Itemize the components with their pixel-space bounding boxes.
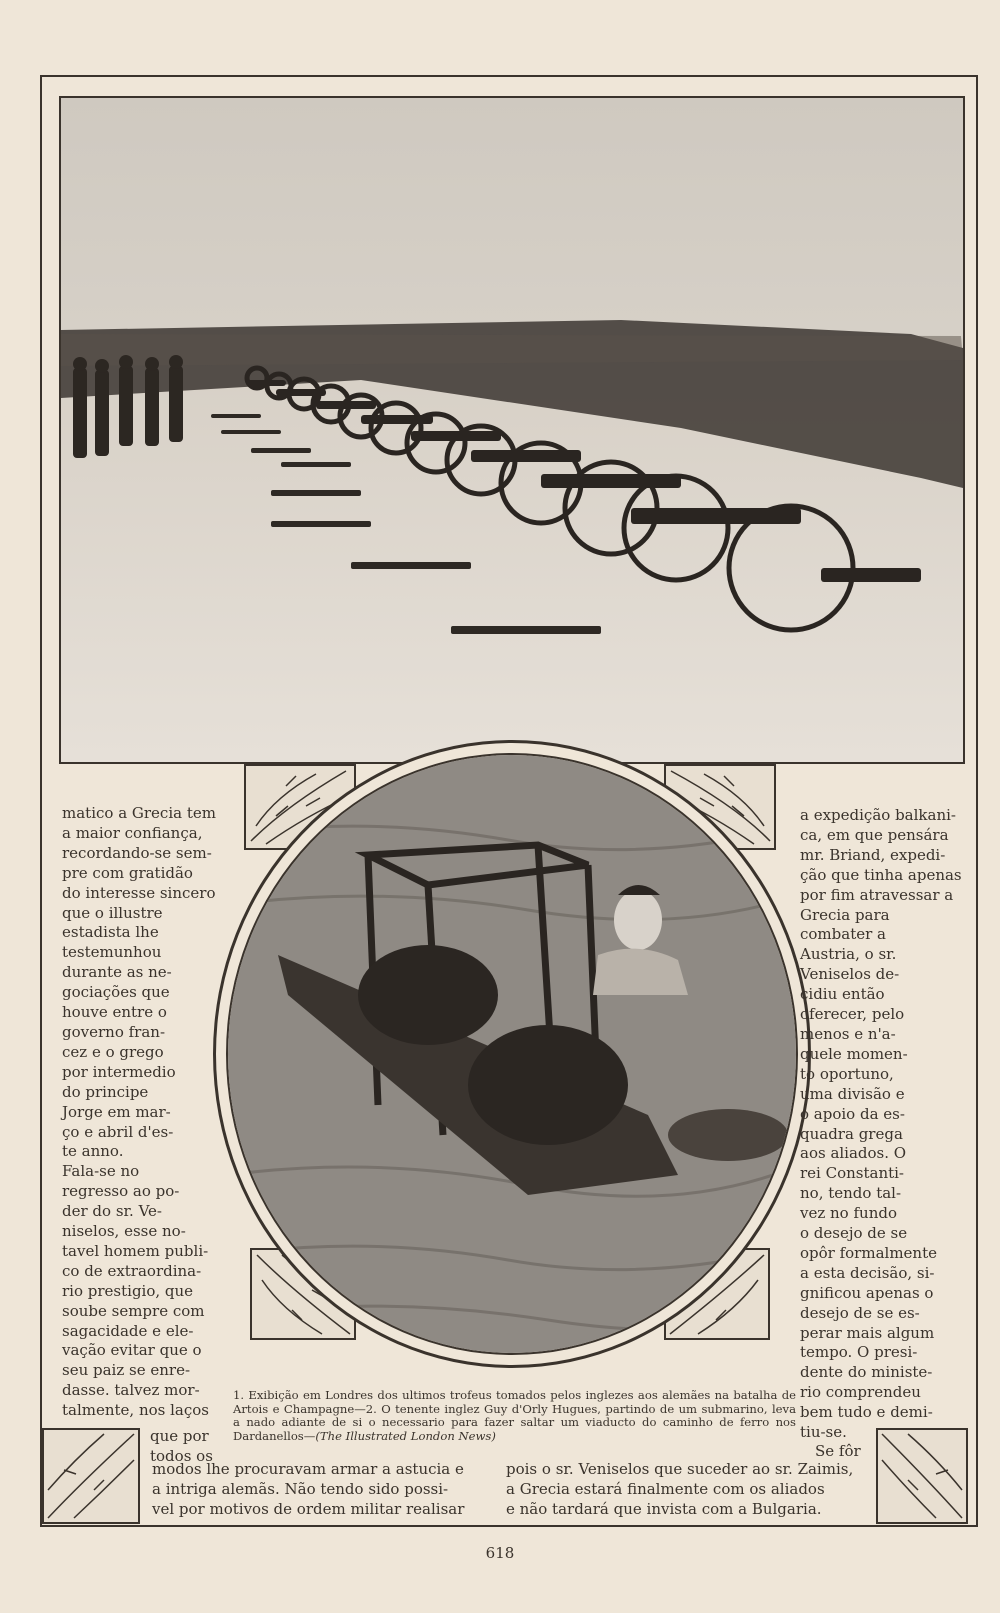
- article-right-column: a expedição balkani- ca, em que pensára mr. Briand, expedi- ção que tinha apenas por fim atravessar a Grecia para combater a Austria, o sr. Veniselos de- cidiu então oferecer, pelo menos e n'a- quele momen- to oportuno, uma divisão e o apoio da es- quadra grega aos aliados. O rei Constanti- no, tendo tal- vez no fundo o desejo de se opôr formalmente a esta decisão, si- gnificou apenas o desejo de se es- perar mais algum tempo. O presi- dente do ministe- rio comprendeu bem tudo e demi- tiu-se.: [800, 806, 962, 1442]
- caption-source: (The Illustrated London News): [315, 1428, 496, 1443]
- photo-caption: [233, 1389, 796, 1443]
- photo-swimmer-raft: [213, 740, 811, 1368]
- article-left-tail: que por todos os: [150, 1427, 213, 1465]
- article-left-column: matico a Grecia tem a maior confiança, recordando-se sem- pre com gratidão do interesse sincero que o illustre estadista lhe testemunhou durante as ne- gociações que houve entre o governo fran- cez e o grego por intermedio do principe Jorge em mar- ço e abril d'es- te anno. Fala-se no regresso ao po- der do sr. Ve- niselos, esse no- tavel homem publi- co de extraordina- rio prestigio, que soube sempre com sagacidade e ele- vação evitar que o seu paiz se enre- dasse. talvez mor- talmente, nos laços: [62, 804, 216, 1420]
- page-number: 618: [485, 1544, 515, 1562]
- article-bottom-right: pois o sr. Veniselos que suceder ao sr. Zaimis, a Grecia estará finalmente com os aliados e não tardará que invista com a Bulgaria.: [506, 1460, 854, 1518]
- caption-text: 1. Exibição em Londres dos ultimos trofeus tomados pelos inglezes aos alemães na batalha de Artois e Champagne—2. O tenente inglez Guy d'Orly Hugues, partindo de um submarino, leva a nado adiante de si o necessario para fazer saltar um viaducto do caminho de ferro nos Dardanellos—: [233, 1388, 796, 1443]
- photo-captured-guns: [59, 96, 965, 764]
- article-right-tail: Se fôr: [815, 1442, 861, 1460]
- article-bottom-left: modos lhe procuravam armar a astucia e a intriga alemãs. Não tendo sido possi- vel por motivos de ordem militar realisar: [152, 1460, 465, 1518]
- ornament-page-bottom-left: [42, 1428, 140, 1524]
